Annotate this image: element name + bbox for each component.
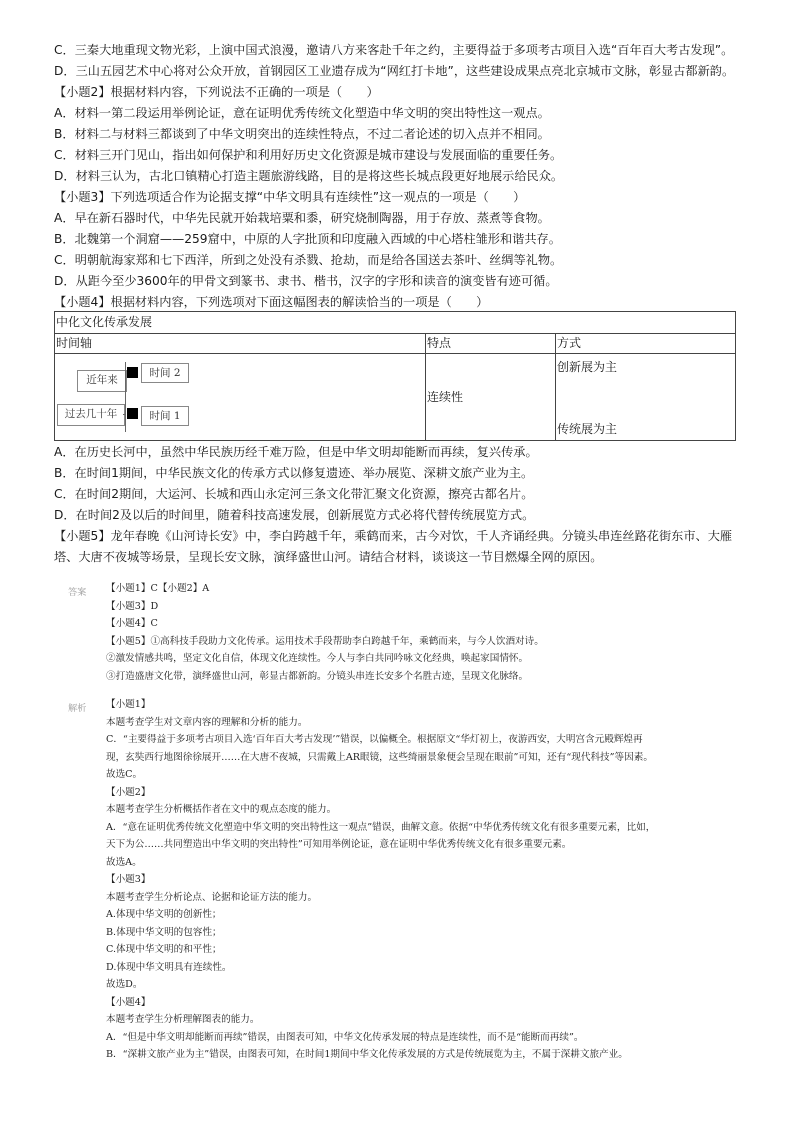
timeline-axis — [125, 362, 126, 432]
culture-chart-table — [54, 311, 736, 441]
timeline-tick — [123, 414, 126, 415]
period1-box: 时间 1 — [141, 406, 189, 426]
answer-line: ③打造盛唐文化带，演绎盛世山河，彰显古都新韵。分镜头串连长安多个名胜古迹，呈现文化脉络。 — [106, 670, 529, 682]
option-line: A．在历史长河中，虽然中华民族历经千难万险，但是中华文明却能断而再续，复兴传承。 — [54, 445, 538, 459]
header-method: 方式 — [557, 336, 582, 350]
recent-label-box: 近年来 — [77, 370, 127, 392]
analysis-line: D.体现中华文明具有连续性。 — [106, 961, 232, 973]
question-stem: 【小题2】根据材料内容，下列说法不正确的一项是（ ） — [54, 85, 379, 99]
analysis-line: 天下为公……共同塑造出中华文明的突出特性”可知用举例论证，意在证明中华优秀传统文化有很多重要元素。 — [106, 839, 572, 850]
option-line: D．材料三认为，古北口镇精心打造主题旅游线路，目的是将这些长城点段更好地展示给民众。 — [54, 169, 564, 183]
question-stem: 【小题4】根据材料内容，下列选项对下面这幅图表的解读恰当的一项是（ ） — [54, 295, 489, 309]
answer-line: 【小题1】C【小题2】A — [106, 583, 210, 594]
analysis-line: 本题考查学生分析论点、论据和论证方法的能力。 — [106, 891, 318, 903]
option-line: C．材料三开门见山，指出如何保护和利用好历史文化资源是城市建设与发展面临的重要任务。 — [54, 148, 563, 162]
analysis-line: C.体现中华文明的和平性； — [106, 944, 222, 955]
option-line: B．材料二与材料三都谈到了中华文明突出的连续性特点，不过二者论述的切入点并不相同。 — [54, 127, 550, 141]
option-line: C．三秦大地重现文物光彩，上演中国式浪漫，邀请八方来客赴千年之约，主要得益于多项考古项目入选“百年百大考古发现”。 — [54, 43, 734, 57]
analysis-line: A．“但是中华文明却能断而再续”错误，由图表可知，中华文化传承发展的特点是连续性，而不是“能断而再续”。 — [106, 1031, 584, 1043]
answer-line: 【小题4】C — [106, 618, 158, 629]
option-line: C．明朝航海家郑和七下西洋，所到之处没有杀戮、抢劫，而是给各国送去茶叶、丝绸等礼物。 — [54, 253, 563, 267]
option-line: D．在时间2及以后的时间里，随着科技高速发展，创新展览方式必将代替传统展览方式。 — [54, 508, 535, 522]
option-line: A．材料一第二段运用举例论证，意在证明优秀传统文化塑造中华文明的突出特性这一观点。 — [54, 106, 550, 120]
analysis-line: 本题考查学生对文章内容的理解和分析的能力。 — [106, 716, 308, 728]
table-title-row — [55, 312, 735, 334]
analysis-line: 本题考查学生分析理解图表的能力。 — [106, 1014, 260, 1025]
analysis-line: 【小题1】 — [106, 699, 151, 710]
analysis-line: 【小题4】 — [106, 996, 151, 1008]
answer-line: 【小题5】①高科技手段助力文化传承。运用技术手段帮助李白跨越千年，乘鹤而来，与今人饮酒对诗。 — [106, 635, 544, 647]
analysis-block — [106, 696, 756, 1064]
table-title: 中化文化传承发展 — [56, 315, 153, 329]
past-label-box: 过去几十年 — [57, 404, 125, 426]
question-block-top — [54, 40, 754, 313]
analysis-line: B.体现中华文明的包容性； — [106, 926, 222, 938]
analysis-line: 故选C。 — [106, 769, 143, 780]
analysis-line: C．“主要得益于多项考古项目入选‘百年百大考古发现’”错误，以偏概全。根据原文“华灯初上，夜游西安，大明宫含元殿辉煌再 — [106, 734, 643, 745]
analysis-line: 本题考查学生分析概括作者在文中的观点态度的能力。 — [106, 804, 337, 815]
period2-marker-icon — [127, 367, 138, 378]
table-header-row — [55, 333, 735, 354]
method-bottom: 传统展为主 — [557, 422, 618, 436]
header-timeline: 时间轴 — [56, 336, 93, 350]
question-stem: 【小题5】龙年春晚《山河诗长安》中，李白跨越千年，乘鹤而来，古今对饮，千人齐诵经典。分镜头串连丝路花街东市、大雁 — [54, 529, 733, 543]
analysis-line: 【小题3】 — [106, 874, 151, 885]
period2-box: 时间 2 — [141, 363, 189, 383]
analysis-line: 现，玄奘西行地图徐徐展开……在大唐不夜城，只需戴上AR眼镜，这些绮丽景象便会呈现在眼前”可知，还有“现代科技”等因素。 — [106, 751, 653, 763]
option-line: C．在时间2期间，大运河、长城和西山永定河三条文化带汇聚文化资源，擦亮古都名片。 — [54, 487, 534, 501]
answer-line: 【小题3】D — [106, 600, 159, 612]
option-line: B．北魏第一个洞窟——259窟中，中原的人字批顶和印度融入西域的中心塔柱雏形和谐共存。 — [54, 232, 561, 246]
option-line: A．早在新石器时代，中华先民就开始栽培粟和黍，研究烧制陶器，用于存放、蒸煮等食物。 — [54, 211, 550, 225]
analysis-tag: 解析 — [68, 703, 87, 714]
option-line: D．从距今至少3600年的甲骨文到篆书、隶书、楷书，汉字的字形和读音的演变皆有迹可循。 — [54, 274, 558, 288]
analysis-line: 故选D。 — [106, 979, 143, 990]
answer-tag: 答案 — [68, 587, 87, 598]
analysis-line: B．“深耕文旅产业为主”错误，由图表可知，在时间1期间中华文化传承发展的方式是传统展览为主，不属于深耕文旅产业。 — [106, 1049, 628, 1060]
answer-block — [106, 580, 756, 685]
header-trait: 特点 — [427, 336, 452, 350]
analysis-line: 【小题2】 — [106, 786, 151, 798]
analysis-line: A.体现中华文明的创新性； — [106, 909, 222, 920]
question-stem-continued: 塔、大唐不夜城等场景，呈现长安文脉，演绎盛世山河。请结合材料，谈谈这一节目燃爆全网的原因。 — [54, 550, 603, 564]
period1-marker-icon — [127, 408, 138, 419]
analysis-line: 故选A。 — [106, 856, 142, 868]
analysis-line: A．“意在证明优秀传统文化塑造中华文明的突出特性这一观点”错误，曲解文意。依据“中华优秀传统文化有很多重要元素，比如， — [106, 821, 656, 833]
answer-line: ②激发情感共鸣，坚定文化自信，体现文化连续性。今人与李白共同吟咏文化经典，唤起家国情怀。 — [106, 653, 529, 664]
question-stem: 【小题3】下列选项适合作为论据支撑“中华文明具有连续性”这一观点的一项是（ ） — [54, 190, 526, 204]
option-line: D．三山五园艺术中心将对公众开放，首钢园区工业遗存成为“网红打卡地”，这些建设成果点亮北京城市文脉，彰显古都新韵。 — [54, 64, 735, 78]
option-line: B．在时间1期间，中华民族文化的传承方式以修复遗迹、举办展览、深耕文旅产业为主。 — [54, 466, 534, 480]
trait-value: 连续性 — [427, 390, 464, 404]
question-block-bottom — [54, 442, 754, 568]
method-top: 创新展为主 — [557, 360, 618, 374]
